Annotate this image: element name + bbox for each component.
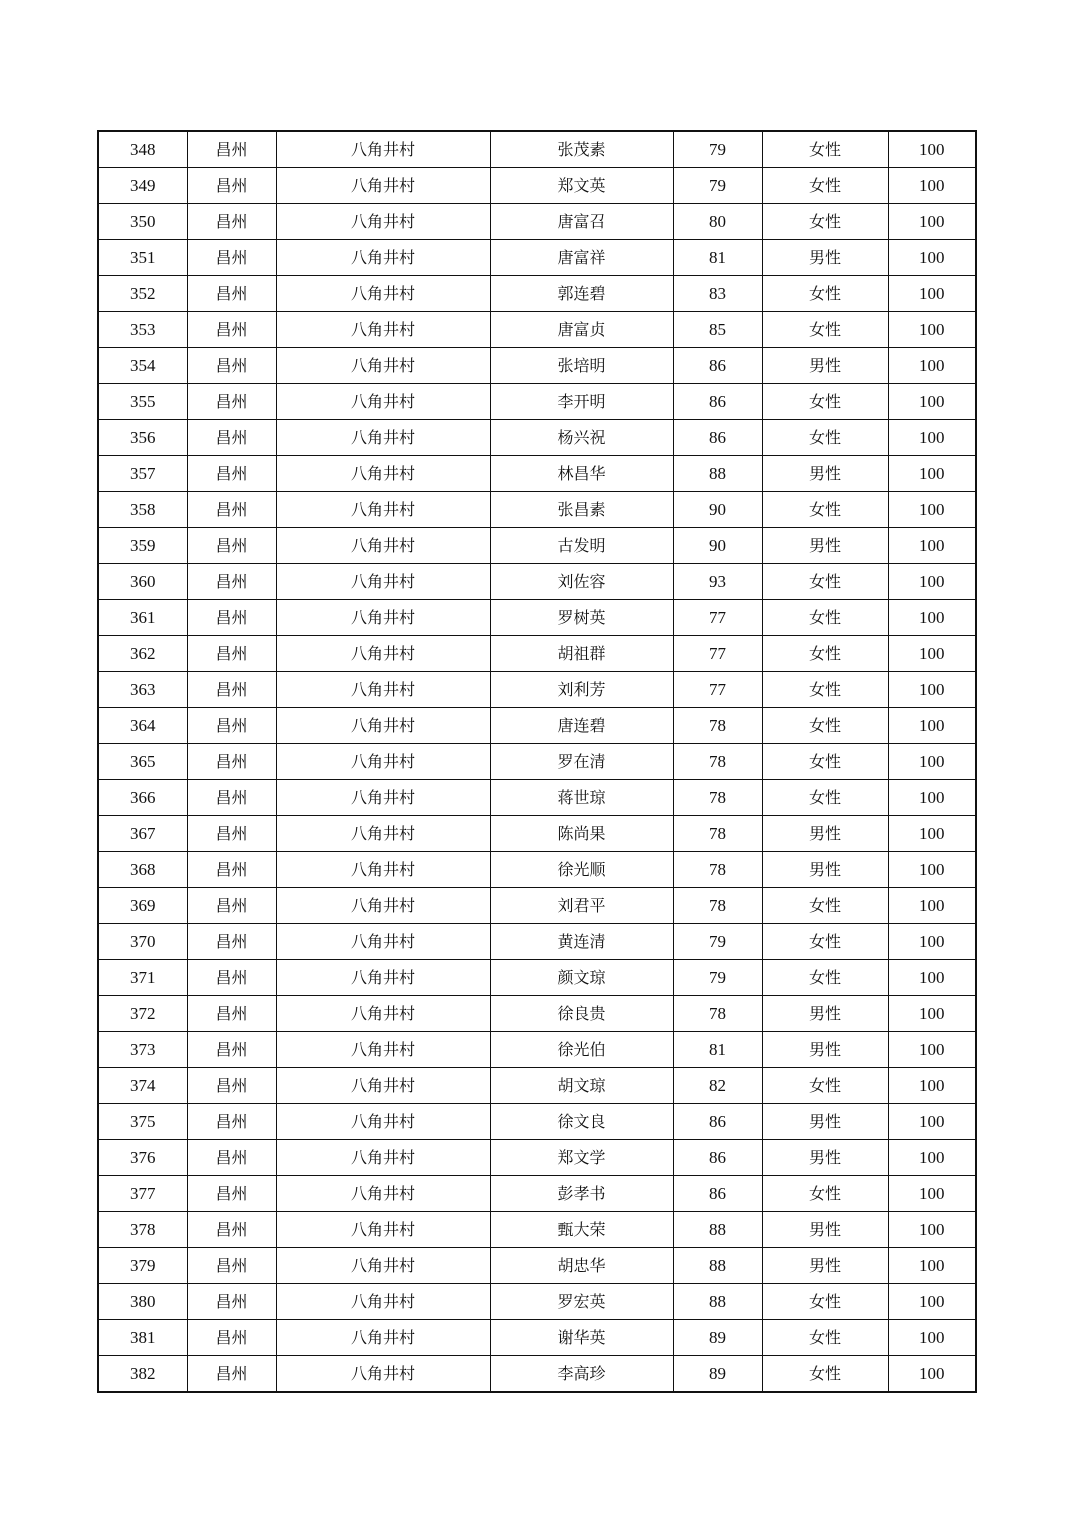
name-cell: 唐连碧 xyxy=(490,708,673,744)
village-cell: 八角井村 xyxy=(276,888,490,924)
name-cell: 罗树英 xyxy=(490,600,673,636)
table-row xyxy=(98,312,976,348)
name-cell: 陈尚果 xyxy=(490,816,673,852)
row-number-cell: 359 xyxy=(98,528,187,564)
age-cell: 83 xyxy=(673,276,762,312)
region-cell: 昌州 xyxy=(187,1140,276,1176)
village-cell: 八角井村 xyxy=(276,672,490,708)
region-cell: 昌州 xyxy=(187,1212,276,1248)
amount-cell: 100 xyxy=(888,456,976,492)
table-row xyxy=(98,131,976,168)
gender-cell: 男性 xyxy=(762,240,888,276)
village-cell: 八角井村 xyxy=(276,348,490,384)
age-cell: 78 xyxy=(673,888,762,924)
age-cell: 86 xyxy=(673,1140,762,1176)
table-row xyxy=(98,1104,976,1140)
table-row xyxy=(98,780,976,816)
region-cell: 昌州 xyxy=(187,1356,276,1393)
age-cell: 86 xyxy=(673,348,762,384)
age-cell: 81 xyxy=(673,240,762,276)
region-cell: 昌州 xyxy=(187,131,276,168)
amount-cell: 100 xyxy=(888,1320,976,1356)
region-cell: 昌州 xyxy=(187,888,276,924)
village-cell: 八角井村 xyxy=(276,276,490,312)
row-number-cell: 365 xyxy=(98,744,187,780)
region-cell: 昌州 xyxy=(187,312,276,348)
amount-cell: 100 xyxy=(888,816,976,852)
age-cell: 93 xyxy=(673,564,762,600)
region-cell: 昌州 xyxy=(187,1104,276,1140)
name-cell: 甄大荣 xyxy=(490,1212,673,1248)
table-row xyxy=(98,564,976,600)
row-number-cell: 363 xyxy=(98,672,187,708)
row-number-cell: 376 xyxy=(98,1140,187,1176)
table-row xyxy=(98,384,976,420)
name-cell: 唐富召 xyxy=(490,204,673,240)
age-cell: 89 xyxy=(673,1356,762,1393)
table-row xyxy=(98,456,976,492)
village-cell: 八角井村 xyxy=(276,636,490,672)
table-row xyxy=(98,996,976,1032)
region-cell: 昌州 xyxy=(187,816,276,852)
region-cell: 昌州 xyxy=(187,600,276,636)
row-number-cell: 374 xyxy=(98,1068,187,1104)
region-cell: 昌州 xyxy=(187,1032,276,1068)
village-cell: 八角井村 xyxy=(276,1248,490,1284)
region-cell: 昌州 xyxy=(187,636,276,672)
region-cell: 昌州 xyxy=(187,240,276,276)
region-cell: 昌州 xyxy=(187,168,276,204)
amount-cell: 100 xyxy=(888,131,976,168)
age-cell: 77 xyxy=(673,600,762,636)
name-cell: 徐文良 xyxy=(490,1104,673,1140)
row-number-cell: 368 xyxy=(98,852,187,888)
village-cell: 八角井村 xyxy=(276,1212,490,1248)
name-cell: 徐良贵 xyxy=(490,996,673,1032)
age-cell: 78 xyxy=(673,744,762,780)
roster-table-body xyxy=(98,131,976,1392)
village-cell: 八角井村 xyxy=(276,420,490,456)
region-cell: 昌州 xyxy=(187,1068,276,1104)
row-number-cell: 378 xyxy=(98,1212,187,1248)
amount-cell: 100 xyxy=(888,852,976,888)
name-cell: 胡文琼 xyxy=(490,1068,673,1104)
row-number-cell: 369 xyxy=(98,888,187,924)
row-number-cell: 381 xyxy=(98,1320,187,1356)
region-cell: 昌州 xyxy=(187,1248,276,1284)
table-row xyxy=(98,924,976,960)
amount-cell: 100 xyxy=(888,276,976,312)
village-cell: 八角井村 xyxy=(276,1356,490,1393)
age-cell: 78 xyxy=(673,816,762,852)
name-cell: 李开明 xyxy=(490,384,673,420)
village-cell: 八角井村 xyxy=(276,1104,490,1140)
row-number-cell: 357 xyxy=(98,456,187,492)
gender-cell: 女性 xyxy=(762,1284,888,1320)
village-cell: 八角井村 xyxy=(276,564,490,600)
gender-cell: 男性 xyxy=(762,816,888,852)
region-cell: 昌州 xyxy=(187,996,276,1032)
name-cell: 颜文琼 xyxy=(490,960,673,996)
row-number-cell: 373 xyxy=(98,1032,187,1068)
age-cell: 77 xyxy=(673,672,762,708)
table-row xyxy=(98,528,976,564)
region-cell: 昌州 xyxy=(187,924,276,960)
row-number-cell: 348 xyxy=(98,131,187,168)
age-cell: 89 xyxy=(673,1320,762,1356)
amount-cell: 100 xyxy=(888,1356,976,1393)
row-number-cell: 366 xyxy=(98,780,187,816)
village-cell: 八角井村 xyxy=(276,492,490,528)
table-row xyxy=(98,1212,976,1248)
region-cell: 昌州 xyxy=(187,492,276,528)
village-cell: 八角井村 xyxy=(276,456,490,492)
table-row xyxy=(98,1356,976,1393)
village-cell: 八角井村 xyxy=(276,1176,490,1212)
amount-cell: 100 xyxy=(888,1212,976,1248)
age-cell: 88 xyxy=(673,456,762,492)
table-row xyxy=(98,1320,976,1356)
row-number-cell: 354 xyxy=(98,348,187,384)
amount-cell: 100 xyxy=(888,240,976,276)
age-cell: 78 xyxy=(673,780,762,816)
age-cell: 78 xyxy=(673,708,762,744)
gender-cell: 女性 xyxy=(762,276,888,312)
village-cell: 八角井村 xyxy=(276,708,490,744)
table-row xyxy=(98,348,976,384)
gender-cell: 女性 xyxy=(762,312,888,348)
row-number-cell: 377 xyxy=(98,1176,187,1212)
amount-cell: 100 xyxy=(888,636,976,672)
amount-cell: 100 xyxy=(888,420,976,456)
row-number-cell: 350 xyxy=(98,204,187,240)
table-row xyxy=(98,888,976,924)
region-cell: 昌州 xyxy=(187,1284,276,1320)
gender-cell: 男性 xyxy=(762,456,888,492)
table-row xyxy=(98,708,976,744)
region-cell: 昌州 xyxy=(187,708,276,744)
amount-cell: 100 xyxy=(888,312,976,348)
row-number-cell: 361 xyxy=(98,600,187,636)
table-row xyxy=(98,276,976,312)
name-cell: 刘利芳 xyxy=(490,672,673,708)
age-cell: 90 xyxy=(673,492,762,528)
village-cell: 八角井村 xyxy=(276,1068,490,1104)
region-cell: 昌州 xyxy=(187,744,276,780)
region-cell: 昌州 xyxy=(187,780,276,816)
table-row xyxy=(98,204,976,240)
gender-cell: 女性 xyxy=(762,780,888,816)
village-cell: 八角井村 xyxy=(276,240,490,276)
name-cell: 刘佐容 xyxy=(490,564,673,600)
row-number-cell: 379 xyxy=(98,1248,187,1284)
amount-cell: 100 xyxy=(888,996,976,1032)
table-row xyxy=(98,600,976,636)
region-cell: 昌州 xyxy=(187,564,276,600)
name-cell: 张茂素 xyxy=(490,131,673,168)
row-number-cell: 382 xyxy=(98,1356,187,1393)
table-row xyxy=(98,960,976,996)
age-cell: 85 xyxy=(673,312,762,348)
name-cell: 张昌素 xyxy=(490,492,673,528)
row-number-cell: 358 xyxy=(98,492,187,528)
amount-cell: 100 xyxy=(888,528,976,564)
amount-cell: 100 xyxy=(888,1140,976,1176)
amount-cell: 100 xyxy=(888,780,976,816)
amount-cell: 100 xyxy=(888,672,976,708)
village-cell: 八角井村 xyxy=(276,996,490,1032)
table-row xyxy=(98,1248,976,1284)
gender-cell: 男性 xyxy=(762,1032,888,1068)
name-cell: 黄连清 xyxy=(490,924,673,960)
age-cell: 78 xyxy=(673,996,762,1032)
table-row xyxy=(98,672,976,708)
village-cell: 八角井村 xyxy=(276,744,490,780)
village-cell: 八角井村 xyxy=(276,131,490,168)
amount-cell: 100 xyxy=(888,1248,976,1284)
amount-cell: 100 xyxy=(888,888,976,924)
table-row xyxy=(98,1068,976,1104)
name-cell: 郑文学 xyxy=(490,1140,673,1176)
name-cell: 刘君平 xyxy=(490,888,673,924)
table-row xyxy=(98,168,976,204)
village-cell: 八角井村 xyxy=(276,816,490,852)
gender-cell: 女性 xyxy=(762,744,888,780)
amount-cell: 100 xyxy=(888,492,976,528)
amount-cell: 100 xyxy=(888,1068,976,1104)
amount-cell: 100 xyxy=(888,744,976,780)
gender-cell: 男性 xyxy=(762,852,888,888)
row-number-cell: 360 xyxy=(98,564,187,600)
age-cell: 90 xyxy=(673,528,762,564)
name-cell: 蒋世琼 xyxy=(490,780,673,816)
region-cell: 昌州 xyxy=(187,384,276,420)
village-cell: 八角井村 xyxy=(276,960,490,996)
row-number-cell: 364 xyxy=(98,708,187,744)
gender-cell: 女性 xyxy=(762,204,888,240)
age-cell: 86 xyxy=(673,420,762,456)
village-cell: 八角井村 xyxy=(276,312,490,348)
village-cell: 八角井村 xyxy=(276,852,490,888)
gender-cell: 男性 xyxy=(762,528,888,564)
amount-cell: 100 xyxy=(888,204,976,240)
row-number-cell: 367 xyxy=(98,816,187,852)
roster-table xyxy=(97,130,977,1393)
village-cell: 八角井村 xyxy=(276,780,490,816)
amount-cell: 100 xyxy=(888,1284,976,1320)
gender-cell: 女性 xyxy=(762,708,888,744)
amount-cell: 100 xyxy=(888,960,976,996)
gender-cell: 男性 xyxy=(762,996,888,1032)
region-cell: 昌州 xyxy=(187,852,276,888)
gender-cell: 女性 xyxy=(762,564,888,600)
name-cell: 郑文英 xyxy=(490,168,673,204)
gender-cell: 女性 xyxy=(762,636,888,672)
village-cell: 八角井村 xyxy=(276,1140,490,1176)
gender-cell: 女性 xyxy=(762,1356,888,1393)
name-cell: 胡忠华 xyxy=(490,1248,673,1284)
gender-cell: 男性 xyxy=(762,1104,888,1140)
village-cell: 八角井村 xyxy=(276,924,490,960)
region-cell: 昌州 xyxy=(187,420,276,456)
row-number-cell: 356 xyxy=(98,420,187,456)
table-row xyxy=(98,852,976,888)
row-number-cell: 371 xyxy=(98,960,187,996)
amount-cell: 100 xyxy=(888,348,976,384)
region-cell: 昌州 xyxy=(187,204,276,240)
gender-cell: 女性 xyxy=(762,131,888,168)
age-cell: 81 xyxy=(673,1032,762,1068)
age-cell: 77 xyxy=(673,636,762,672)
gender-cell: 男性 xyxy=(762,1212,888,1248)
gender-cell: 女性 xyxy=(762,1320,888,1356)
name-cell: 郭连碧 xyxy=(490,276,673,312)
age-cell: 86 xyxy=(673,1176,762,1212)
gender-cell: 女性 xyxy=(762,492,888,528)
region-cell: 昌州 xyxy=(187,528,276,564)
gender-cell: 女性 xyxy=(762,672,888,708)
village-cell: 八角井村 xyxy=(276,168,490,204)
name-cell: 罗宏英 xyxy=(490,1284,673,1320)
age-cell: 79 xyxy=(673,168,762,204)
row-number-cell: 362 xyxy=(98,636,187,672)
gender-cell: 女性 xyxy=(762,384,888,420)
table-row xyxy=(98,636,976,672)
region-cell: 昌州 xyxy=(187,672,276,708)
gender-cell: 男性 xyxy=(762,1248,888,1284)
amount-cell: 100 xyxy=(888,600,976,636)
table-row xyxy=(98,744,976,780)
name-cell: 张培明 xyxy=(490,348,673,384)
row-number-cell: 380 xyxy=(98,1284,187,1320)
age-cell: 80 xyxy=(673,204,762,240)
age-cell: 79 xyxy=(673,960,762,996)
gender-cell: 女性 xyxy=(762,420,888,456)
row-number-cell: 370 xyxy=(98,924,187,960)
village-cell: 八角井村 xyxy=(276,1284,490,1320)
table-row xyxy=(98,1140,976,1176)
village-cell: 八角井村 xyxy=(276,1320,490,1356)
row-number-cell: 372 xyxy=(98,996,187,1032)
age-cell: 86 xyxy=(673,1104,762,1140)
region-cell: 昌州 xyxy=(187,456,276,492)
name-cell: 杨兴祝 xyxy=(490,420,673,456)
table-row xyxy=(98,240,976,276)
amount-cell: 100 xyxy=(888,1104,976,1140)
row-number-cell: 349 xyxy=(98,168,187,204)
village-cell: 八角井村 xyxy=(276,600,490,636)
amount-cell: 100 xyxy=(888,168,976,204)
age-cell: 82 xyxy=(673,1068,762,1104)
table-row xyxy=(98,1284,976,1320)
gender-cell: 女性 xyxy=(762,168,888,204)
row-number-cell: 375 xyxy=(98,1104,187,1140)
name-cell: 谢华英 xyxy=(490,1320,673,1356)
row-number-cell: 351 xyxy=(98,240,187,276)
village-cell: 八角井村 xyxy=(276,528,490,564)
name-cell: 古发明 xyxy=(490,528,673,564)
gender-cell: 女性 xyxy=(762,1176,888,1212)
table-row xyxy=(98,492,976,528)
name-cell: 胡祖群 xyxy=(490,636,673,672)
age-cell: 79 xyxy=(673,924,762,960)
age-cell: 86 xyxy=(673,384,762,420)
age-cell: 78 xyxy=(673,852,762,888)
region-cell: 昌州 xyxy=(187,276,276,312)
gender-cell: 男性 xyxy=(762,1140,888,1176)
amount-cell: 100 xyxy=(888,924,976,960)
gender-cell: 女性 xyxy=(762,924,888,960)
table-row xyxy=(98,816,976,852)
name-cell: 唐富祥 xyxy=(490,240,673,276)
name-cell: 彭孝书 xyxy=(490,1176,673,1212)
amount-cell: 100 xyxy=(888,564,976,600)
region-cell: 昌州 xyxy=(187,960,276,996)
row-number-cell: 352 xyxy=(98,276,187,312)
gender-cell: 男性 xyxy=(762,348,888,384)
village-cell: 八角井村 xyxy=(276,384,490,420)
name-cell: 罗在清 xyxy=(490,744,673,780)
gender-cell: 女性 xyxy=(762,960,888,996)
table-row xyxy=(98,1176,976,1212)
gender-cell: 女性 xyxy=(762,1068,888,1104)
name-cell: 林昌华 xyxy=(490,456,673,492)
gender-cell: 女性 xyxy=(762,600,888,636)
row-number-cell: 353 xyxy=(98,312,187,348)
name-cell: 徐光顺 xyxy=(490,852,673,888)
table-row xyxy=(98,420,976,456)
village-cell: 八角井村 xyxy=(276,1032,490,1068)
name-cell: 唐富贞 xyxy=(490,312,673,348)
age-cell: 88 xyxy=(673,1284,762,1320)
age-cell: 88 xyxy=(673,1248,762,1284)
name-cell: 徐光伯 xyxy=(490,1032,673,1068)
table-row xyxy=(98,1032,976,1068)
name-cell: 李高珍 xyxy=(490,1356,673,1393)
row-number-cell: 355 xyxy=(98,384,187,420)
age-cell: 88 xyxy=(673,1212,762,1248)
amount-cell: 100 xyxy=(888,1176,976,1212)
region-cell: 昌州 xyxy=(187,348,276,384)
region-cell: 昌州 xyxy=(187,1320,276,1356)
region-cell: 昌州 xyxy=(187,1176,276,1212)
amount-cell: 100 xyxy=(888,384,976,420)
village-cell: 八角井村 xyxy=(276,204,490,240)
amount-cell: 100 xyxy=(888,1032,976,1068)
amount-cell: 100 xyxy=(888,708,976,744)
age-cell: 79 xyxy=(673,131,762,168)
gender-cell: 女性 xyxy=(762,888,888,924)
